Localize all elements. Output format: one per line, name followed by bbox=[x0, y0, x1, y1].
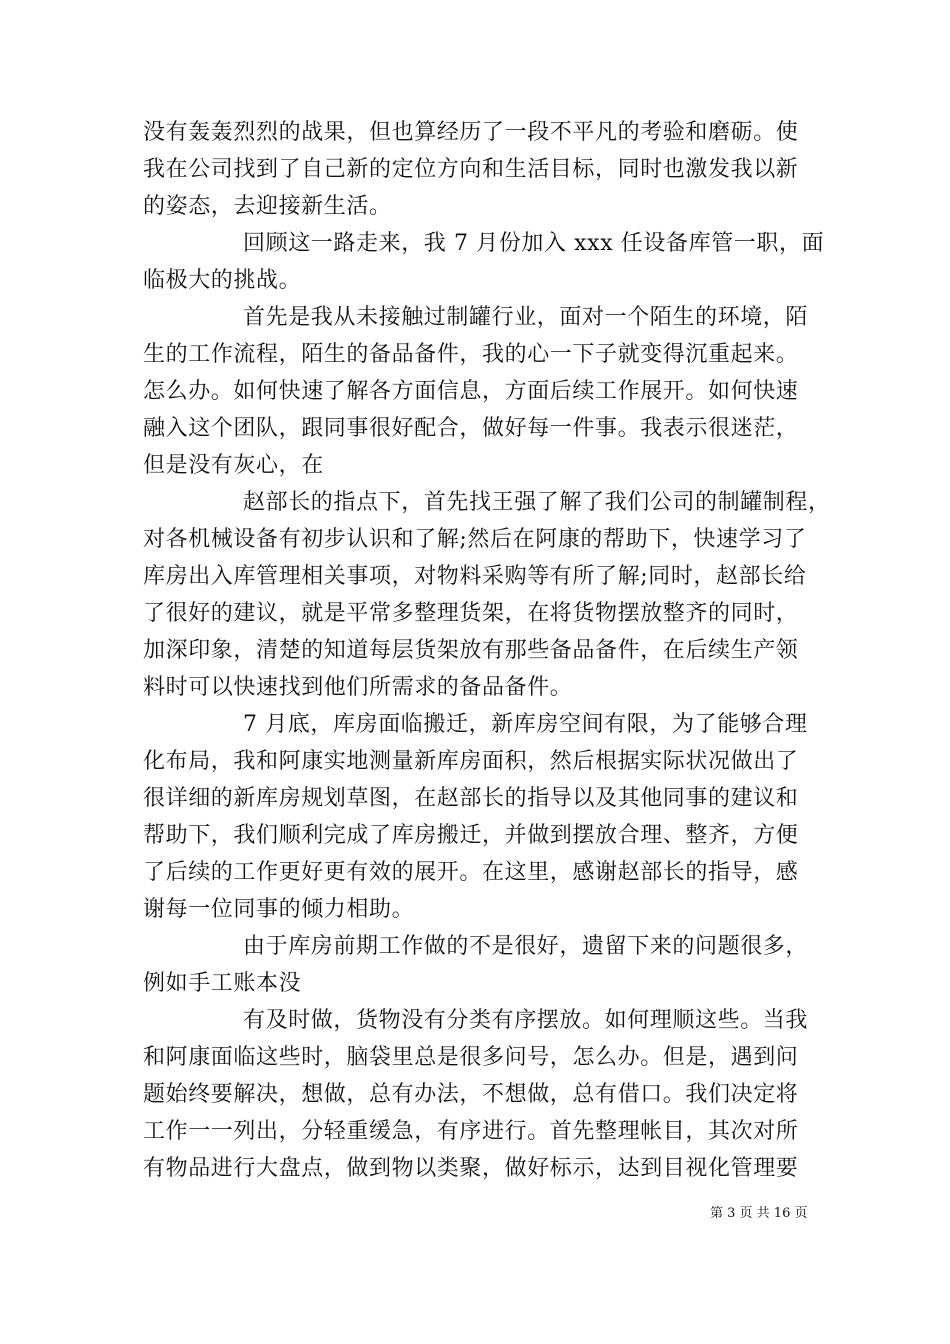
text-line: 的姿态，去迎接新生活。 bbox=[143, 194, 392, 219]
text-line: 融入这个团队，跟同事很好配合，做好每一件事。我表示很迷茫， bbox=[143, 416, 799, 441]
text-line: 生的工作流程，陌生的备品备件，我的心一下子就变得沉重起来。 bbox=[143, 342, 799, 367]
text-line: 怎么办。如何快速了解各方面信息，方面后续工作展开。如何快速 bbox=[143, 379, 799, 404]
document-body bbox=[143, 114, 831, 1187]
text-line: 和阿康面临这些时，脑袋里总是很多问号，怎么办。但是，遇到问 bbox=[143, 1045, 799, 1070]
text-line: 帮助下，我们顺利完成了库房搬迁，并做到摆放合理、整齐，方便 bbox=[143, 823, 799, 848]
text-line: 工作一一列出，分轻重缓急，有序进行。首先整理帐目，其次对所 bbox=[143, 1119, 799, 1144]
paragraph-start-line: 首先是我从未接触过制罐行业，面对一个陌生的环境，陌 bbox=[243, 305, 809, 330]
paragraph-start-line: 由于库房前期工作做的不是很好，遗留下来的问题很多， bbox=[243, 934, 809, 959]
text-line: 没有轰轰烈烈的战果，但也算经历了一段不平凡的考验和磨砺。使 bbox=[143, 120, 799, 145]
text-line: 了很好的建议，就是平常多整理货架，在将货物摆放整齐的同时， bbox=[143, 601, 799, 626]
text-line: 例如手工账本没 bbox=[143, 971, 302, 996]
text-line: 化布局，我和阿康实地测量新库房面积，然后根据实际状况做出了 bbox=[143, 749, 799, 774]
text-line: 对各机械设备有初步认识和了解;然后在阿康的帮助下，快速学习了 bbox=[143, 527, 807, 552]
text-line: 但是没有灰心，在 bbox=[143, 453, 324, 478]
text-line: 很详细的新库房规划草图，在赵部长的指导以及其他同事的建议和 bbox=[143, 786, 799, 811]
text-line: 加深印象，清楚的知道每层货架放有那些备品备件，在后续生产领 bbox=[143, 638, 799, 663]
paragraph-start-line: 回顾这一路走来，我 7 月份加入 xxx 任设备库管一职，面 bbox=[243, 231, 825, 256]
paragraph-start-line: 赵部长的指点下，首先找王强了解了我们公司的制罐制程， bbox=[243, 490, 831, 515]
page-number: 第 3 页 共 16 页 bbox=[710, 1206, 808, 1221]
text-line: 料时可以快速找到他们所需求的备品备件。 bbox=[143, 675, 573, 700]
text-line: 题始终要解决，想做，总有办法，不想做，总有借口。我们决定将 bbox=[143, 1082, 799, 1107]
text-line: 了后续的工作更好更有效的展开。在这里，感谢赵部长的指导，感 bbox=[143, 860, 799, 885]
text-line: 我在公司找到了自己新的定位方向和生活目标，同时也激发我以新 bbox=[143, 157, 799, 182]
text-line: 谢每一位同事的倾力相助。 bbox=[143, 897, 415, 922]
paragraph-start-line: 7 月底，库房面临搬迁，新库房空间有限，为了能够合理 bbox=[243, 712, 808, 737]
text-line: 库房出入库管理相关事项，对物料采购等有所了解;同时，赵部长给 bbox=[143, 564, 807, 589]
paragraph-start-line: 有及时做，货物没有分类有序摆放。如何理顺这些。当我 bbox=[243, 1008, 809, 1033]
text-line: 临极大的挑战。 bbox=[143, 268, 302, 293]
text-line: 有物品进行大盘点，做到物以类聚，做好标示，达到目视化管理要 bbox=[143, 1156, 799, 1181]
